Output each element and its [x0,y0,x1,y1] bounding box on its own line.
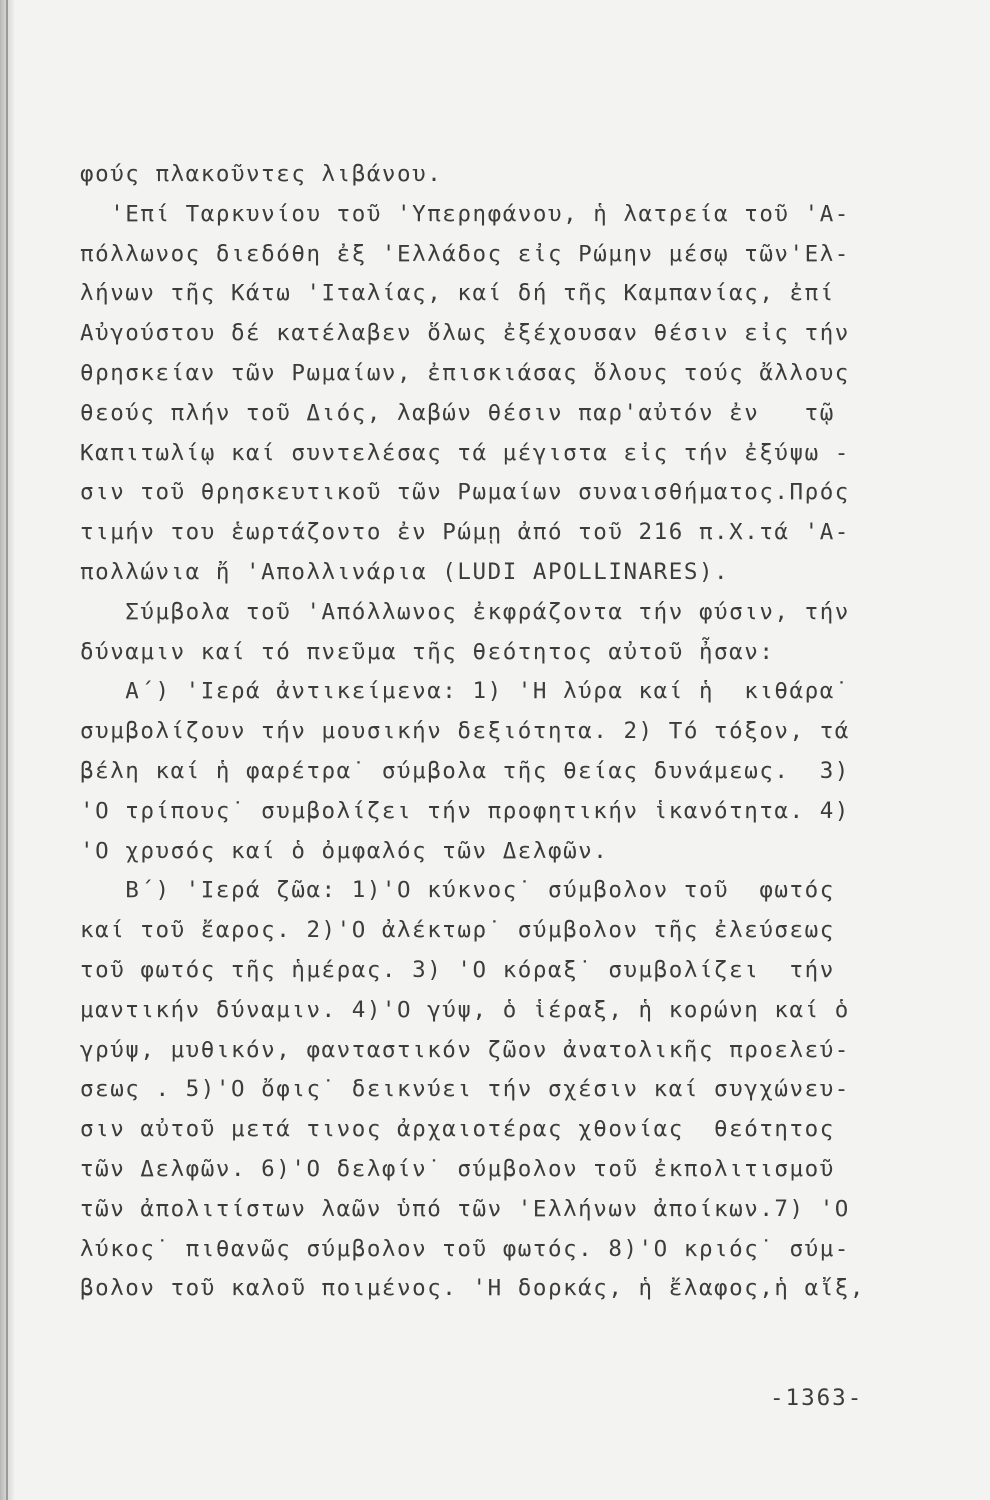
text-line: θρησκείαν τῶν Ρωμαίων, ἐπισκιάσας ὅλους τούς ἄλλους [80,359,850,386]
text-line: πολλώνια ἤ 'Απολλινάρια (LUDI APOLLINARES). [80,558,730,585]
binding-line [6,0,8,1500]
text-line: σεως . 5)'Ο ὄφις˙ δεικνύει τήν σχέσιν καί συγχώνευ- [80,1076,850,1103]
text-line: γρύψ, μυθικόν, φανταστικόν ζῶον ἀνατολικῆς προελεύ- [80,1036,850,1063]
text-line: καί τοῦ ἔαρος. 2)'Ο ἀλέκτωρ˙ σύμβολον τῆς ἐλεύσεως [80,917,835,944]
text-line: Β΄) 'Ιερά ζῶα: 1)'Ο κύκνος˙ σύμβολον τοῦ φωτός [80,877,835,904]
text-line: δύναμιν καί τό πνεῦμα τῆς θεότητος αὐτοῦ ἦσαν: [80,638,775,665]
text-line: φούς πλακοῦντες λιβάνου. [80,161,443,187]
text-line: μαντικήν δύναμιν. 4)'Ο γύψ, ὁ ἱέραξ, ἡ κορώνη καί ὁ [80,996,850,1023]
text-line: 'Ο χρυσός καί ὁ ὀμφαλός τῶν Δελφῶν. [80,837,609,864]
page-number: -1363- [770,1385,864,1411]
text-line: 'Ο τρίπους˙ συμβολίζει τήν προφητικήν ἱκανότητα. 4) [80,797,850,824]
text-line: Καπιτωλίῳ καί συντελέσας τά μέγιστα εἰς τήν ἐξύψω - [80,439,850,466]
body-text [80,155,940,1309]
text-line: τῶν Δελφῶν. 6)'Ο δελφίν˙ σύμβολον τοῦ ἐκπολιτισμοῦ [80,1155,835,1182]
text-line: σιν αὐτοῦ μετά τινος ἀρχαιοτέρας χθονίας θεότητος [80,1116,835,1143]
text-line: τῶν ἀπολιτίστων λαῶν ὑπό τῶν 'Ελλήνων ἀποίκων.7) 'Ο [80,1195,850,1222]
text-line: τοῦ φωτός τῆς ἡμέρας. 3) 'Ο κόραξ˙ συμβολίζει τήν [80,956,835,983]
text-line: βολον τοῦ καλοῦ ποιμένος. 'Η δορκάς, ἡ ἔλαφος,ἡ αἴξ, [80,1275,865,1302]
text-line: Αὐγούστου δέ κατέλαβεν ὅλως ἐξέχουσαν θέσιν εἰς τήν [80,320,850,347]
text-line: λήνων τῆς Κάτω 'Ιταλίας, καί δή τῆς Καμπανίας, ἐπί [80,280,835,307]
text-line: σιν τοῦ θρησκευτικοῦ τῶν Ρωμαίων συναισθήματος.Πρός [80,479,850,506]
text-line: συμβολίζουν τήν μουσικήν δεξιότητα. 2) Τό τόξον, τά [80,718,850,745]
text-line: λύκος˙ πιθανῶς σύμβολον τοῦ φωτός. 8)'Ο κριός˙ σύμ- [80,1235,850,1262]
text-line: θεούς πλήν τοῦ Διός, λαβών θέσιν παρ'αὐτόν ἐν τῷ [80,399,835,426]
text-line: τιμήν του ἑωρτάζοντο ἐν Ρώμῃ ἀπό τοῦ 216 π.Χ.τά 'Α- [80,519,850,546]
text-line: 'Επί Ταρκυνίου τοῦ 'Υπερηφάνου, ἡ λατρεία τοῦ 'Α- [80,200,850,227]
text-line: Σύμβολα τοῦ 'Απόλλωνος ἐκφράζοντα τήν φύσιν, τήν [80,598,850,625]
text-line: βέλη καί ἡ φαρέτρα˙ σύμβολα τῆς θείας δυνάμεως. 3) [80,757,850,784]
text-line: πόλλωνος διεδόθη ἐξ 'Ελλάδος εἰς Ρώμην μέσῳ τῶν'Ελ- [80,240,850,267]
text-line: Α΄) 'Ιερά ἀντικείμενα: 1) 'Η λύρα καί ἡ κιθάρα˙ [80,678,850,705]
